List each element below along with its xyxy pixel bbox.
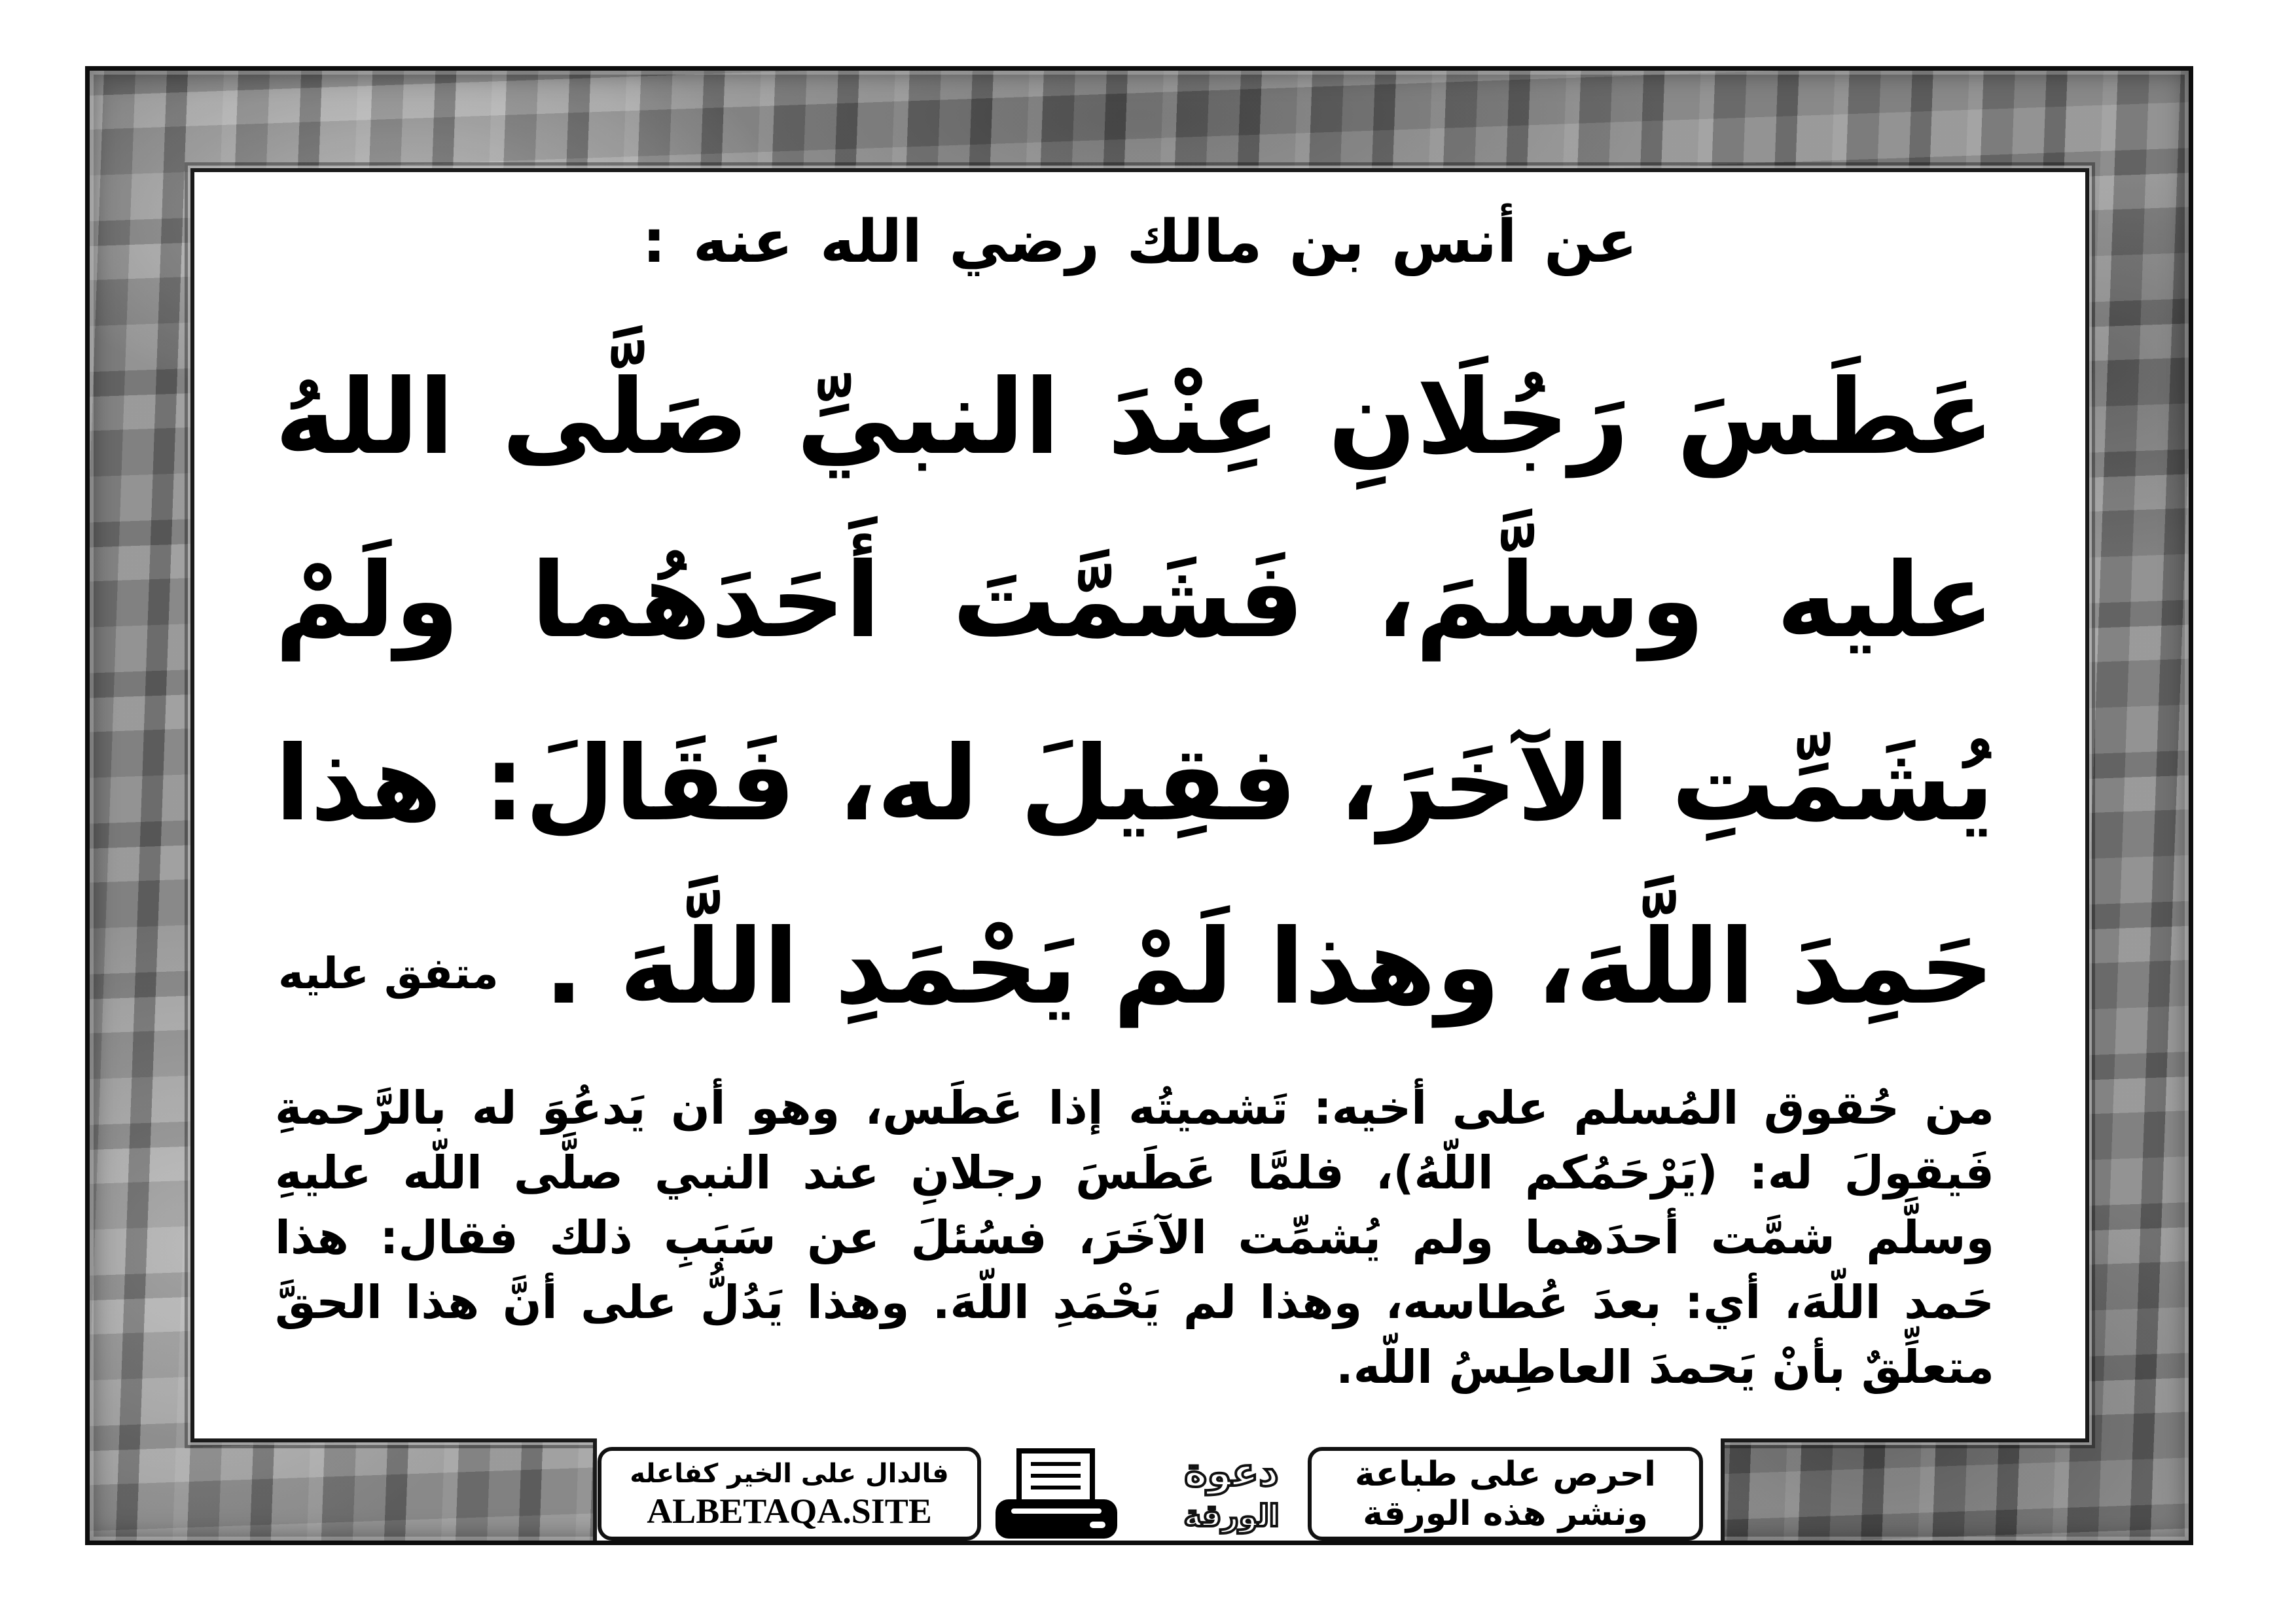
- website-box: [598, 1447, 981, 1541]
- print-reminder-box: [1308, 1447, 1703, 1541]
- printer-icon: [993, 1447, 1120, 1541]
- print-reminder-line: احرص على طباعة: [1355, 1454, 1656, 1494]
- website-url: ALBETAQA.SITE: [647, 1491, 932, 1531]
- hadith-line: حَمِدَ اللَّهَ، وهذا لَمْ يَحْمَدِ اللَّهَ .: [544, 907, 1994, 1027]
- motto-text: فالدال على الخير كفاعله: [630, 1458, 949, 1489]
- explanation-line: متعلِّقٌ بأنْ يَحمدَ العاطِسُ اللّه.: [1336, 1340, 1994, 1394]
- logo-line: الورقة: [1183, 1498, 1280, 1533]
- explanation-line: وسلَّم شمَّت أحدَهما ولم يُشمِّت الآخَرَ، فسُئلَ عن سَبَبِ ذلك فقال: هذا: [275, 1211, 1994, 1264]
- explanation-line: حَمد اللّهَ، أي: بعدَ عُطاسه، وهذا لم يَحْمَدِ اللّهَ. وهذا يَدُلُّ على أنَّ هذا الحقَّ: [275, 1275, 1994, 1329]
- hadith-line: يُشَمِّتِ الآخَرَ، فقِيلَ له، فَقَالَ: هذا: [275, 724, 1994, 844]
- narrator-heading: عن أنس بن مالك رضي الله عنه :: [642, 207, 1638, 276]
- hadith-text: [275, 326, 1994, 1059]
- hadith-line: عليه وسلَّمَ، فَشَمَّتَ أَحَدَهُما ولَمْ: [275, 541, 1994, 661]
- hadith-line: عَطَسَ رَجُلَانِ عِنْدَ النبيِّ صَلَّى اللهُ: [275, 357, 1994, 478]
- explanation-line: من حُقوق المُسلم على أخيه: تَشميتُه إذا عَطَس، وهو أن يَدعُوَ له بالرَّحمةِ: [275, 1081, 1994, 1135]
- printer-light: [1090, 1522, 1105, 1528]
- explanation-paragraph: [275, 1076, 1994, 1400]
- printer-body: [996, 1499, 1117, 1539]
- hadith-source: متفق عليه: [278, 948, 499, 999]
- printer-slot: [1011, 1508, 1102, 1514]
- logo-line: دعوة: [1184, 1450, 1279, 1495]
- print-reminder-line: ونشر هذه الورقة: [1363, 1493, 1648, 1533]
- dawat-alwaraqa-logo: [1167, 1444, 1296, 1542]
- explanation-line: فَيقولَ له: (يَرْحَمُكم اللّهُ)، فلمَّا عَطَسَ رجلانِ عند النبي صلَّى اللّه عليهِ: [275, 1146, 1994, 1200]
